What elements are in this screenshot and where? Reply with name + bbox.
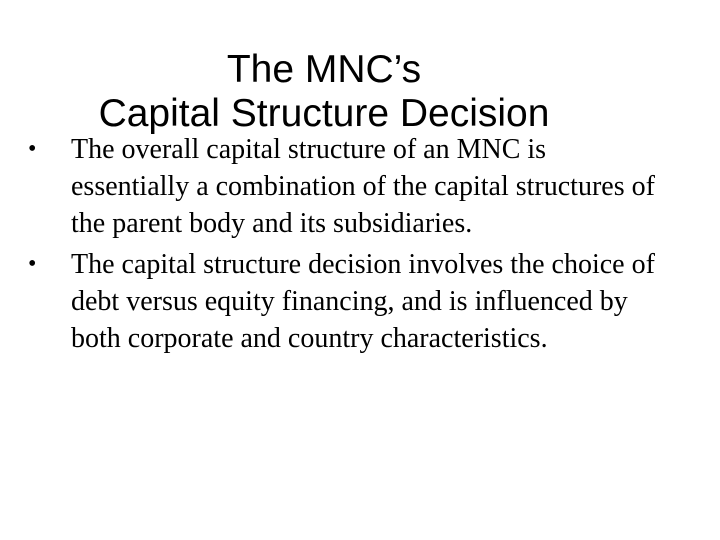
slide-title xyxy=(64,48,584,136)
title-line-1: The MNC’s xyxy=(226,48,422,91)
bullet-text-1: The overall capital structure of an MNC is essentially a combination of the capital structures of the parent body and its subsidiaries. xyxy=(71,134,655,239)
bullet-item-2 xyxy=(0,246,671,357)
bullet-text-2: The capital structure decision involves the choice of debt versus equity financing, and is influenced by both corporate and country characteristics. xyxy=(71,249,655,354)
bullet-icon: • xyxy=(28,251,37,277)
bullet-list xyxy=(0,131,720,361)
bullet-icon: • xyxy=(28,136,37,162)
bullet-item-1 xyxy=(0,131,671,242)
title-line-2: Capital Structure Decision xyxy=(98,92,550,135)
